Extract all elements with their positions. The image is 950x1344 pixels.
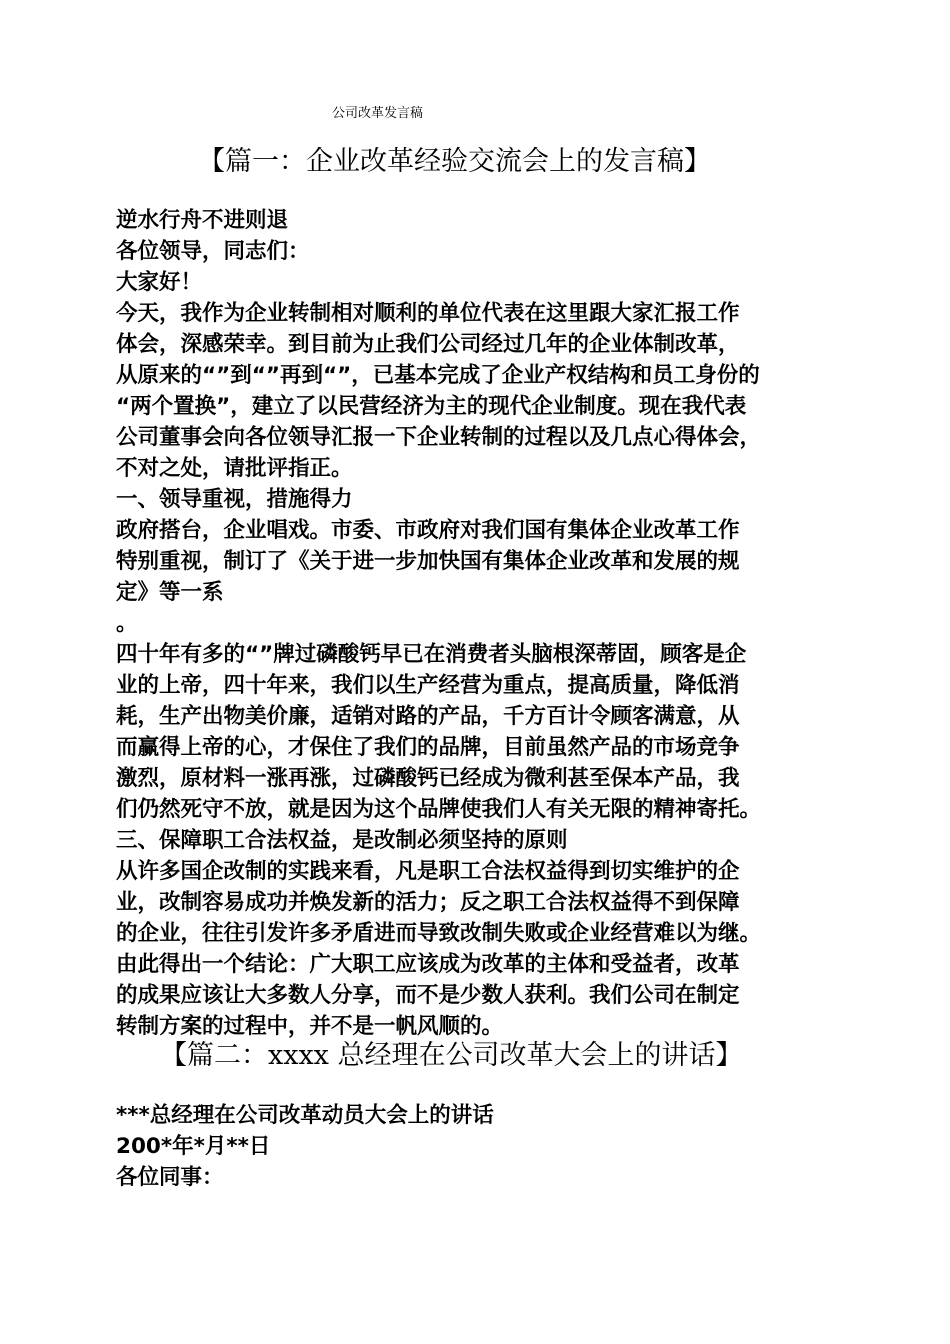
- section-1-body: [116, 205, 836, 1042]
- section-1-heading: 【篇一：企业改革经验交流会上的发言稿】: [198, 146, 711, 177]
- paragraph-line: 大家好！: [116, 270, 203, 295]
- paragraph-line: 的企业，往往引发许多矛盾进而导致改制失败或企业经营难以为继。: [116, 921, 762, 946]
- paragraph-line: 从许多国企改制的实践来看，凡是职工合法权益得到切实维护的企: [116, 859, 740, 884]
- paragraph-line: “两个置换”，建立了以民营经济为主的现代企业制度。现在我代表: [116, 394, 747, 419]
- paragraph-line: 而赢得上帝的心，才保住了我们的品牌，目前虽然产品的市场竞争: [116, 735, 740, 760]
- paragraph-line: 定》等一系: [116, 580, 224, 605]
- section-2-heading: 【篇二：xxxx 总经理在公司改革大会上的讲话】: [160, 1040, 743, 1071]
- paragraph-line: 体会，深感荣幸。到目前为止我们公司经过几年的企业体制改革，: [116, 332, 740, 357]
- paragraph-line: 特别重视，制订了《关于进一步加快国有集体企业改革和发展的规: [116, 549, 740, 574]
- paragraph-line: 不对之处，请批评指正。: [116, 456, 353, 481]
- subheading-line: 三、保障职工合法权益，是改制必须坚持的原则: [116, 828, 568, 853]
- section-2-body: [116, 1100, 836, 1193]
- paragraph-line: 激烈，原材料一涨再涨，过磷酸钙已经成为微利甚至保本产品，我: [116, 766, 740, 791]
- paragraph-line: 。: [116, 611, 138, 636]
- paragraph-line: 转制方案的过程中，并不是一帆风顺的。: [116, 1014, 504, 1039]
- paragraph-line: 各位领导，同志们：: [116, 239, 310, 264]
- paragraph-line: 耗，生产出物美价廉，适销对路的产品，千方百计令顾客满意，从: [116, 704, 740, 729]
- running-title: 公司改革发言稿: [332, 106, 424, 121]
- date-line: 200*年*月**日: [116, 1134, 271, 1159]
- paragraph-line: 从原来的“”到“”再到“”，已基本完成了企业产权结构和员工身份的: [116, 363, 760, 388]
- subheading-line: 一、领导重视，措施得力: [116, 487, 353, 512]
- paragraph-line: 政府搭台，企业唱戏。市委、市政府对我们国有集体企业改革工作: [116, 518, 740, 543]
- speech-title-line: ***总经理在公司改革动员大会上的讲话: [116, 1103, 494, 1128]
- paragraph-line: 由此得出一个结论：广大职工应该成为改革的主体和受益者，改革: [116, 952, 740, 977]
- paragraph-line: 业，改制容易成功并焕发新的活力；反之职工合法权益得不到保障: [116, 890, 740, 915]
- paragraph-line: 们仍然死守不放，就是因为这个品牌使我们人有关无限的精神寄托。: [116, 797, 762, 822]
- paragraph-line: 四十年有多的“”牌过磷酸钙早已在消费者头脑根深蒂固，顾客是企: [116, 642, 747, 667]
- paragraph-line: 业的上帝，四十年来，我们以生产经营为重点，提高质量，降低消: [116, 673, 740, 698]
- paragraph-line: 公司董事会向各位领导汇报一下企业转制的过程以及几点心得体会，: [116, 425, 762, 450]
- salutation-line: 各位同事：: [116, 1165, 224, 1190]
- paragraph-line: 今天，我作为企业转制相对顺利的单位代表在这里跟大家汇报工作: [116, 301, 740, 326]
- paragraph-line: 逆水行舟不进则退: [116, 208, 289, 233]
- paragraph-line: 的成果应该让大多数人分享，而不是少数人获利。我们公司在制定: [116, 983, 740, 1008]
